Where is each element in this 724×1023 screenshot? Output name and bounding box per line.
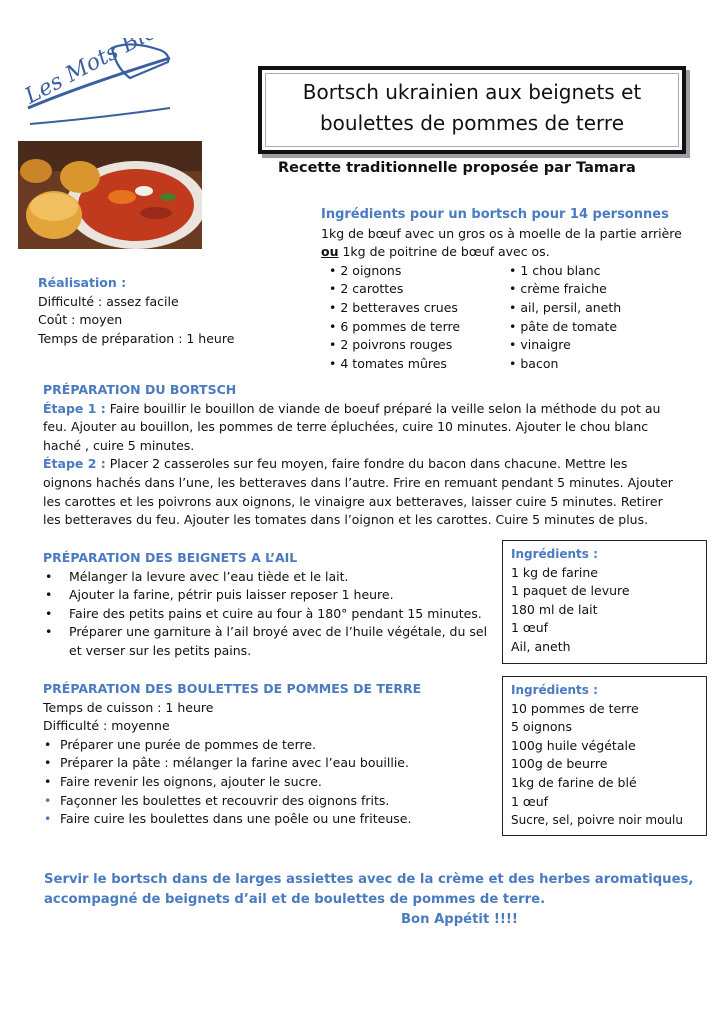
cook-time: Temps de cuisson : 1 heure bbox=[43, 699, 214, 715]
ingredients-column-1 bbox=[321, 262, 509, 374]
step-1-line: Faire bouillir le bouillon de viande de boeuf préparé la veille selon la méthode du pot au bbox=[105, 400, 661, 416]
boulettes-heading: PRÉPARATION DES BOULETTES DE POMMES DE TERRE bbox=[43, 681, 422, 696]
list-item: 1 paquet de levure bbox=[511, 583, 630, 599]
list-item: • Ajouter la farine, pétrir puis laisser reposer 1 heure. bbox=[45, 587, 394, 603]
step-1-line: feu. Ajouter au bouillon, les pommes de terre épluchées, cuire 10 minutes. Ajouter le chou blanc bbox=[43, 419, 649, 435]
list-item: 100g huile végétale bbox=[511, 737, 636, 753]
beignets-ingredients-heading: Ingrédients : bbox=[511, 547, 598, 561]
serving-note bbox=[44, 870, 694, 930]
boulettes-difficulty: Difficulté : moyenne bbox=[43, 718, 170, 734]
list-item: 10 pommes de terre bbox=[511, 700, 639, 716]
boulettes-steps bbox=[43, 736, 493, 829]
step-2-line: Placer 2 casseroles sur feu moyen, faire fondre du bacon dans chacune. Mettre les bbox=[105, 456, 628, 472]
list-item: • 6 pommes de terre bbox=[329, 318, 509, 337]
beignets-section bbox=[43, 549, 493, 661]
list-item: • pâte de tomate bbox=[509, 318, 699, 337]
ingredients-column-2 bbox=[509, 262, 699, 374]
title-box bbox=[258, 66, 686, 154]
list-item: • Façonner les boulettes et recouvrir des oignons frits. bbox=[44, 792, 390, 808]
logo bbox=[20, 38, 180, 130]
borscht-photo bbox=[18, 141, 202, 249]
serving-line-2: accompagné de beignets d’ail et de boulettes de pommes de terre. bbox=[44, 892, 546, 907]
list-item: • 4 tomates mûres bbox=[329, 355, 509, 374]
bon-appetit: Bon Appétit !!!! bbox=[401, 912, 518, 927]
boulettes-ingredients-box bbox=[502, 676, 707, 836]
main-ingredients bbox=[321, 206, 711, 373]
list-item: 1 kg de farine bbox=[511, 564, 598, 580]
list-item: • 2 poivrons rouges bbox=[329, 336, 509, 355]
beignets-heading: PRÉPARATION DES BEIGNETS A L’AIL bbox=[43, 550, 298, 565]
list-item: • 1 chou blanc bbox=[509, 262, 699, 281]
list-item: • Préparer une garniture à l’ail broyé avec de l’huile végétale, du sel bbox=[45, 624, 488, 640]
list-item: • Préparer une purée de pommes de terre. bbox=[44, 736, 317, 752]
main-ingredients-line-1: 1kg de bœuf avec un gros os à moelle de la partie arrière bbox=[321, 225, 682, 241]
bortsch-heading: PRÉPARATION DU BORTSCH bbox=[43, 382, 237, 397]
list-item: 100g de beurre bbox=[511, 756, 608, 772]
borscht-photo-icon bbox=[18, 141, 202, 249]
step-1-label: Étape 1 : bbox=[43, 400, 106, 416]
list-item: • Faire des petits pains et cuire au four à 180° pendant 15 minutes. bbox=[45, 605, 482, 621]
step-2-line: oignons hachés dans l’une, les betteraves dans l’autre. Frire en remuant pendant 5 minutes. Ajouter bbox=[43, 474, 673, 490]
list-item: Sucre, sel, poivre noir moulu bbox=[511, 813, 683, 828]
list-item: 1 œuf bbox=[511, 793, 549, 809]
realisation bbox=[38, 274, 288, 348]
list-item: • Mélanger la levure avec l’eau tiède et le lait. bbox=[45, 568, 349, 584]
cost: Coût : moyen bbox=[38, 312, 123, 328]
list-item: • ail, persil, aneth bbox=[509, 299, 699, 318]
list-item: • 2 betteraves crues bbox=[329, 299, 509, 318]
title-line-2: boulettes de pommes de terre bbox=[319, 111, 625, 135]
serving-line-1: Servir le bortsch dans de larges assiettes avec de la crème et des herbes aromatiques, bbox=[44, 872, 694, 887]
list-item: • 2 carottes bbox=[329, 280, 509, 299]
logo-graphic bbox=[20, 38, 180, 130]
boulettes-section bbox=[43, 680, 493, 829]
step-2-label: Étape 2 : bbox=[43, 456, 106, 472]
alt-meat: 1kg de poitrine de bœuf avec os. bbox=[338, 244, 550, 260]
subtitle: Recette traditionnelle proposée par Tamara bbox=[278, 160, 636, 176]
boulettes-ingredients-heading: Ingrédients : bbox=[511, 683, 598, 697]
main-ingredients-line-2 bbox=[321, 243, 711, 262]
beignets-ingredients-box bbox=[502, 540, 707, 664]
title-line-1: Bortsch ukrainien aux beignets et bbox=[302, 80, 642, 104]
list-item: • Faire revenir les oignons, ajouter le sucre. bbox=[44, 773, 322, 789]
step-1-line: haché , cuire 5 minutes. bbox=[43, 437, 195, 453]
logo-text: Les Mots Bleus bbox=[21, 38, 180, 110]
list-item: • crème fraiche bbox=[509, 280, 699, 299]
list-item-continuation: et verser sur les petits pains. bbox=[69, 642, 252, 658]
list-item: 5 oignons bbox=[511, 719, 572, 735]
or-label: ou bbox=[321, 244, 339, 260]
difficulty: Difficulté : assez facile bbox=[38, 293, 179, 309]
main-ingredients-heading: Ingrédients pour un bortsch pour 14 personnes bbox=[321, 207, 669, 222]
list-item: • 2 oignons bbox=[329, 262, 509, 281]
list-item: Ail, aneth bbox=[511, 638, 571, 654]
step-2-line: les betteraves du feu. Ajouter les tomates dans l’oignon et les carottes. Cuire 5 minutes de plus. bbox=[43, 512, 649, 528]
list-item: • Faire cuire les boulettes dans une poêle ou une friteuse. bbox=[44, 811, 412, 827]
list-item: 1kg de farine de blé bbox=[511, 774, 637, 790]
list-item: • vinaigre bbox=[509, 336, 699, 355]
list-item: • Préparer la pâte : mélanger la farine avec l’eau bouillie. bbox=[44, 755, 409, 771]
prep-time: Temps de préparation : 1 heure bbox=[38, 330, 235, 346]
list-item: 180 ml de lait bbox=[511, 601, 598, 617]
bortsch-section bbox=[43, 381, 713, 530]
beignets-steps bbox=[43, 568, 493, 661]
step-2-line: les carottes et les poivrons aux oignons, le vinaigre aux betteraves, laisser cuire 5 minutes. Retirer bbox=[43, 493, 663, 509]
list-item: 1 œuf bbox=[511, 620, 549, 636]
list-item: • bacon bbox=[509, 355, 699, 374]
realisation-heading: Réalisation : bbox=[38, 275, 127, 290]
